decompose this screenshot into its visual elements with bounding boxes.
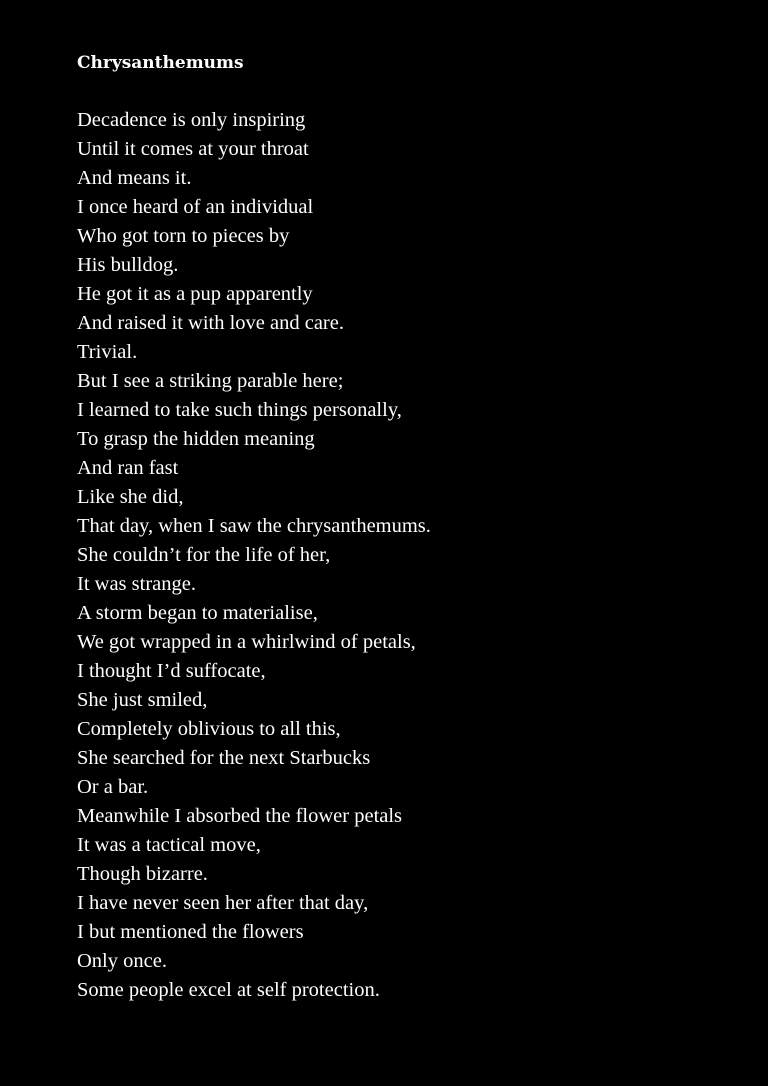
poem-line: Meanwhile I absorbed the flower petals	[77, 805, 403, 827]
poem-line: Though bizarre.	[77, 863, 208, 885]
poem-line: I once heard of an individual	[77, 196, 314, 218]
poem-line: Only once.	[77, 950, 167, 972]
poem-line: Or a bar.	[77, 776, 149, 798]
poem-line: And raised it with love and care.	[77, 312, 344, 334]
poem-line: Until it comes at your throat	[77, 138, 309, 160]
poem-line: And means it.	[77, 167, 192, 189]
poem-line: I thought I’d suffocate,	[77, 660, 266, 682]
poem-line: She just smiled,	[77, 689, 208, 711]
poem-line: She couldn’t for the life of her,	[77, 544, 331, 566]
poem-line: Trivial.	[77, 341, 138, 363]
poem-line: Who got torn to pieces by	[77, 225, 290, 247]
poem-title: Chrysanthemums	[77, 53, 244, 73]
poem-line: That day, when I saw the chrysanthemums.	[77, 515, 431, 537]
poem-body	[77, 106, 431, 1005]
poem-line: He got it as a pup apparently	[77, 283, 313, 305]
poem-line: A storm began to materialise,	[77, 602, 318, 624]
poem-line: We got wrapped in a whirlwind of petals,	[77, 631, 416, 653]
poem-line: And ran fast	[77, 457, 179, 479]
poem-line: To grasp the hidden meaning	[77, 428, 315, 450]
poem-line: Some people excel at self protection.	[77, 979, 380, 1001]
poem-line: I learned to take such things personally,	[77, 399, 402, 421]
poem-line: I have never seen her after that day,	[77, 892, 369, 914]
poem-line: His bulldog.	[77, 254, 179, 276]
poem-line: Completely oblivious to all this,	[77, 718, 341, 740]
poem-line: But I see a striking parable here;	[77, 370, 344, 392]
poem-line: She searched for the next Starbucks	[77, 747, 371, 769]
poem-line: Like she did,	[77, 486, 184, 508]
poem-line: It was strange.	[77, 573, 196, 595]
poem-line: I but mentioned the flowers	[77, 921, 304, 943]
poem-line: It was a tactical move,	[77, 834, 261, 856]
poem-line: Decadence is only inspiring	[77, 109, 306, 131]
